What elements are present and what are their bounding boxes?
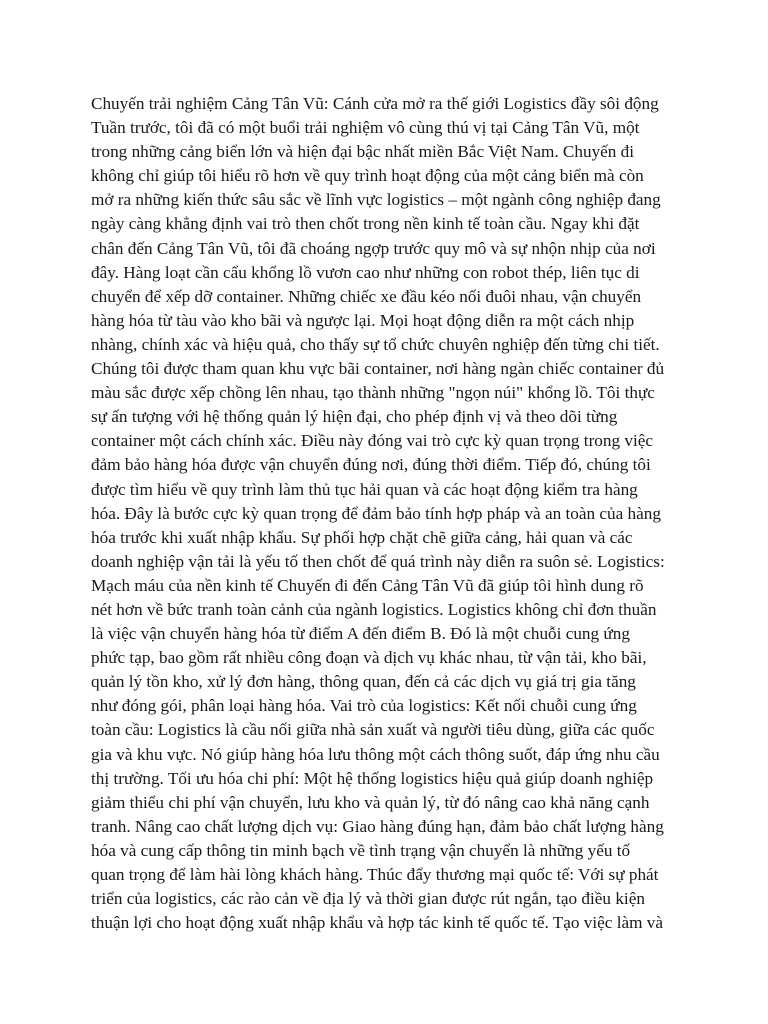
- document-text-line: sự ấn tượng với hệ thống quản lý hiện đại, cho phép định vị và theo dõi từng: [91, 407, 618, 427]
- document-text-line: như đóng gói, phân loại hàng hóa. Vai trò của logistics: Kết nối chuỗi cung ứng: [91, 696, 637, 716]
- document-text-line: quan trọng để làm hài lòng khách hàng. Thúc đẩy thương mại quốc tế: Với sự phát: [91, 865, 659, 884]
- document-text-line: toàn cầu: Logistics là cầu nối giữa nhà sản xuất và người tiêu dùng, giữa các quốc: [91, 720, 655, 740]
- document-text-line: màu sắc được xếp chồng lên nhau, tạo thành những "ngọn núi" khổng lồ. Tôi thực: [91, 383, 655, 403]
- document-text-line: trong những cảng biển lớn và hiện đại bậc nhất miền Bắc Việt Nam. Chuyến đi: [91, 142, 635, 162]
- document-text-line: không chỉ giúp tôi hiểu rõ hơn về quy trình hoạt động của một cảng biển mà còn: [91, 166, 644, 186]
- document-text-line: Chúng tôi được tham quan khu vực bãi container, nơi hàng ngàn chiếc container đủ: [91, 359, 665, 379]
- document-text-line: Tuần trước, tôi đã có một buổi trải nghiệm vô cùng thú vị tại Cảng Tân Vũ, một: [91, 118, 640, 138]
- document-text-line: nét hơn về bức tranh toàn cảnh của ngành logistics. Logistics không chỉ đơn thuần: [91, 599, 657, 619]
- document-text-line: tranh. Nâng cao chất lượng dịch vụ: Giao hàng đúng hạn, đảm bảo chất lượng hàng: [91, 816, 664, 836]
- document-text-line: đảm bảo hàng hóa được vận chuyển đúng nơi, đúng thời điểm. Tiếp đó, chúng tôi: [91, 455, 651, 475]
- document-text-line: được tìm hiểu về quy trình làm thủ tục hải quan và các hoạt động kiểm tra hàng: [91, 479, 638, 499]
- document-text-line: ngày càng khẳng định vai trò then chốt trong nền kinh tế toàn cầu. Ngay khi đặt: [91, 214, 640, 234]
- document-text-line: chuyển để xếp dỡ container. Những chiếc xe đầu kéo nối đuôi nhau, vận chuyển: [91, 286, 642, 306]
- document-text-line: mở ra những kiến thức sâu sắc về lĩnh vực logistics – một ngành công nghiệp đang: [91, 190, 661, 210]
- document-text-line: đây. Hàng loạt cần cẩu khổng lồ vươn cao như những con robot thép, liên tục di: [91, 262, 640, 282]
- document-text-line: giảm thiểu chi phí vận chuyển, lưu kho và quản lý, từ đó nâng cao khả năng cạnh: [91, 792, 650, 812]
- document-text-line: hàng hóa từ tàu vào kho bãi và ngược lại. Mọi hoạt động diễn ra một cách nhịp: [91, 310, 635, 330]
- document-text-line: doanh nghiệp vận tải là yếu tố then chốt để quá trình này diễn ra suôn sẻ. Logistics:: [91, 551, 665, 571]
- document-text-line: container một cách chính xác. Điều này đóng vai trò cực kỳ quan trọng trong việc: [91, 431, 653, 451]
- document-text-line: Mạch máu của nền kinh tế Chuyến đi đến Cảng Tân Vũ đã giúp tôi hình dung rõ: [91, 575, 644, 595]
- document-body: [91, 92, 691, 935]
- document-text-line: thuận lợi cho hoạt động xuất nhập khẩu và hợp tác kinh tế quốc tế. Tạo việc làm và: [91, 913, 663, 933]
- document-text-line: hóa. Đây là bước cực kỳ quan trọng để đảm bảo tính hợp pháp và an toàn của hàng: [91, 503, 661, 523]
- document-text-line: là việc vận chuyển hàng hóa từ điểm A đến điểm B. Đó là một chuỗi cung ứng: [91, 624, 630, 644]
- document-text-line: nhàng, chính xác và hiệu quả, cho thấy sự tổ chức chuyên nghiệp đến từng chi tiết.: [91, 334, 660, 354]
- document-text-line: phức tạp, bao gồm rất nhiều công đoạn và dịch vụ khác nhau, từ vận tải, kho bãi,: [91, 648, 647, 668]
- document-text-line: Chuyến trải nghiệm Cảng Tân Vũ: Cánh cửa mở ra thế giới Logistics đầy sôi động: [91, 94, 659, 113]
- document-text-line: thị trường. Tối ưu hóa chi phí: Một hệ thống logistics hiệu quả giúp doanh nghiệp: [91, 768, 654, 788]
- document-text-line: gia và khu vực. Nó giúp hàng hóa lưu thông một cách thông suốt, đáp ứng nhu cầu: [91, 744, 660, 764]
- document-text-line: chân đến Cảng Tân Vũ, tôi đã choáng ngợp trước quy mô và sự nhộn nhịp của nơi: [91, 238, 656, 258]
- document-text-line: hóa trước khi xuất nhập khẩu. Sự phối hợp chặt chẽ giữa cảng, hải quan và các: [91, 527, 633, 547]
- document-text-line: quản lý tồn kho, xử lý đơn hàng, thông quan, đến cả các dịch vụ giá trị gia tăng: [91, 672, 636, 692]
- document-text-line: hóa và cung cấp thông tin minh bạch về tình trạng vận chuyển là những yếu tố: [91, 840, 631, 860]
- document-text-line: triển của logistics, các rào cản về địa lý và thời gian được rút ngắn, tạo điều kiện: [91, 889, 645, 909]
